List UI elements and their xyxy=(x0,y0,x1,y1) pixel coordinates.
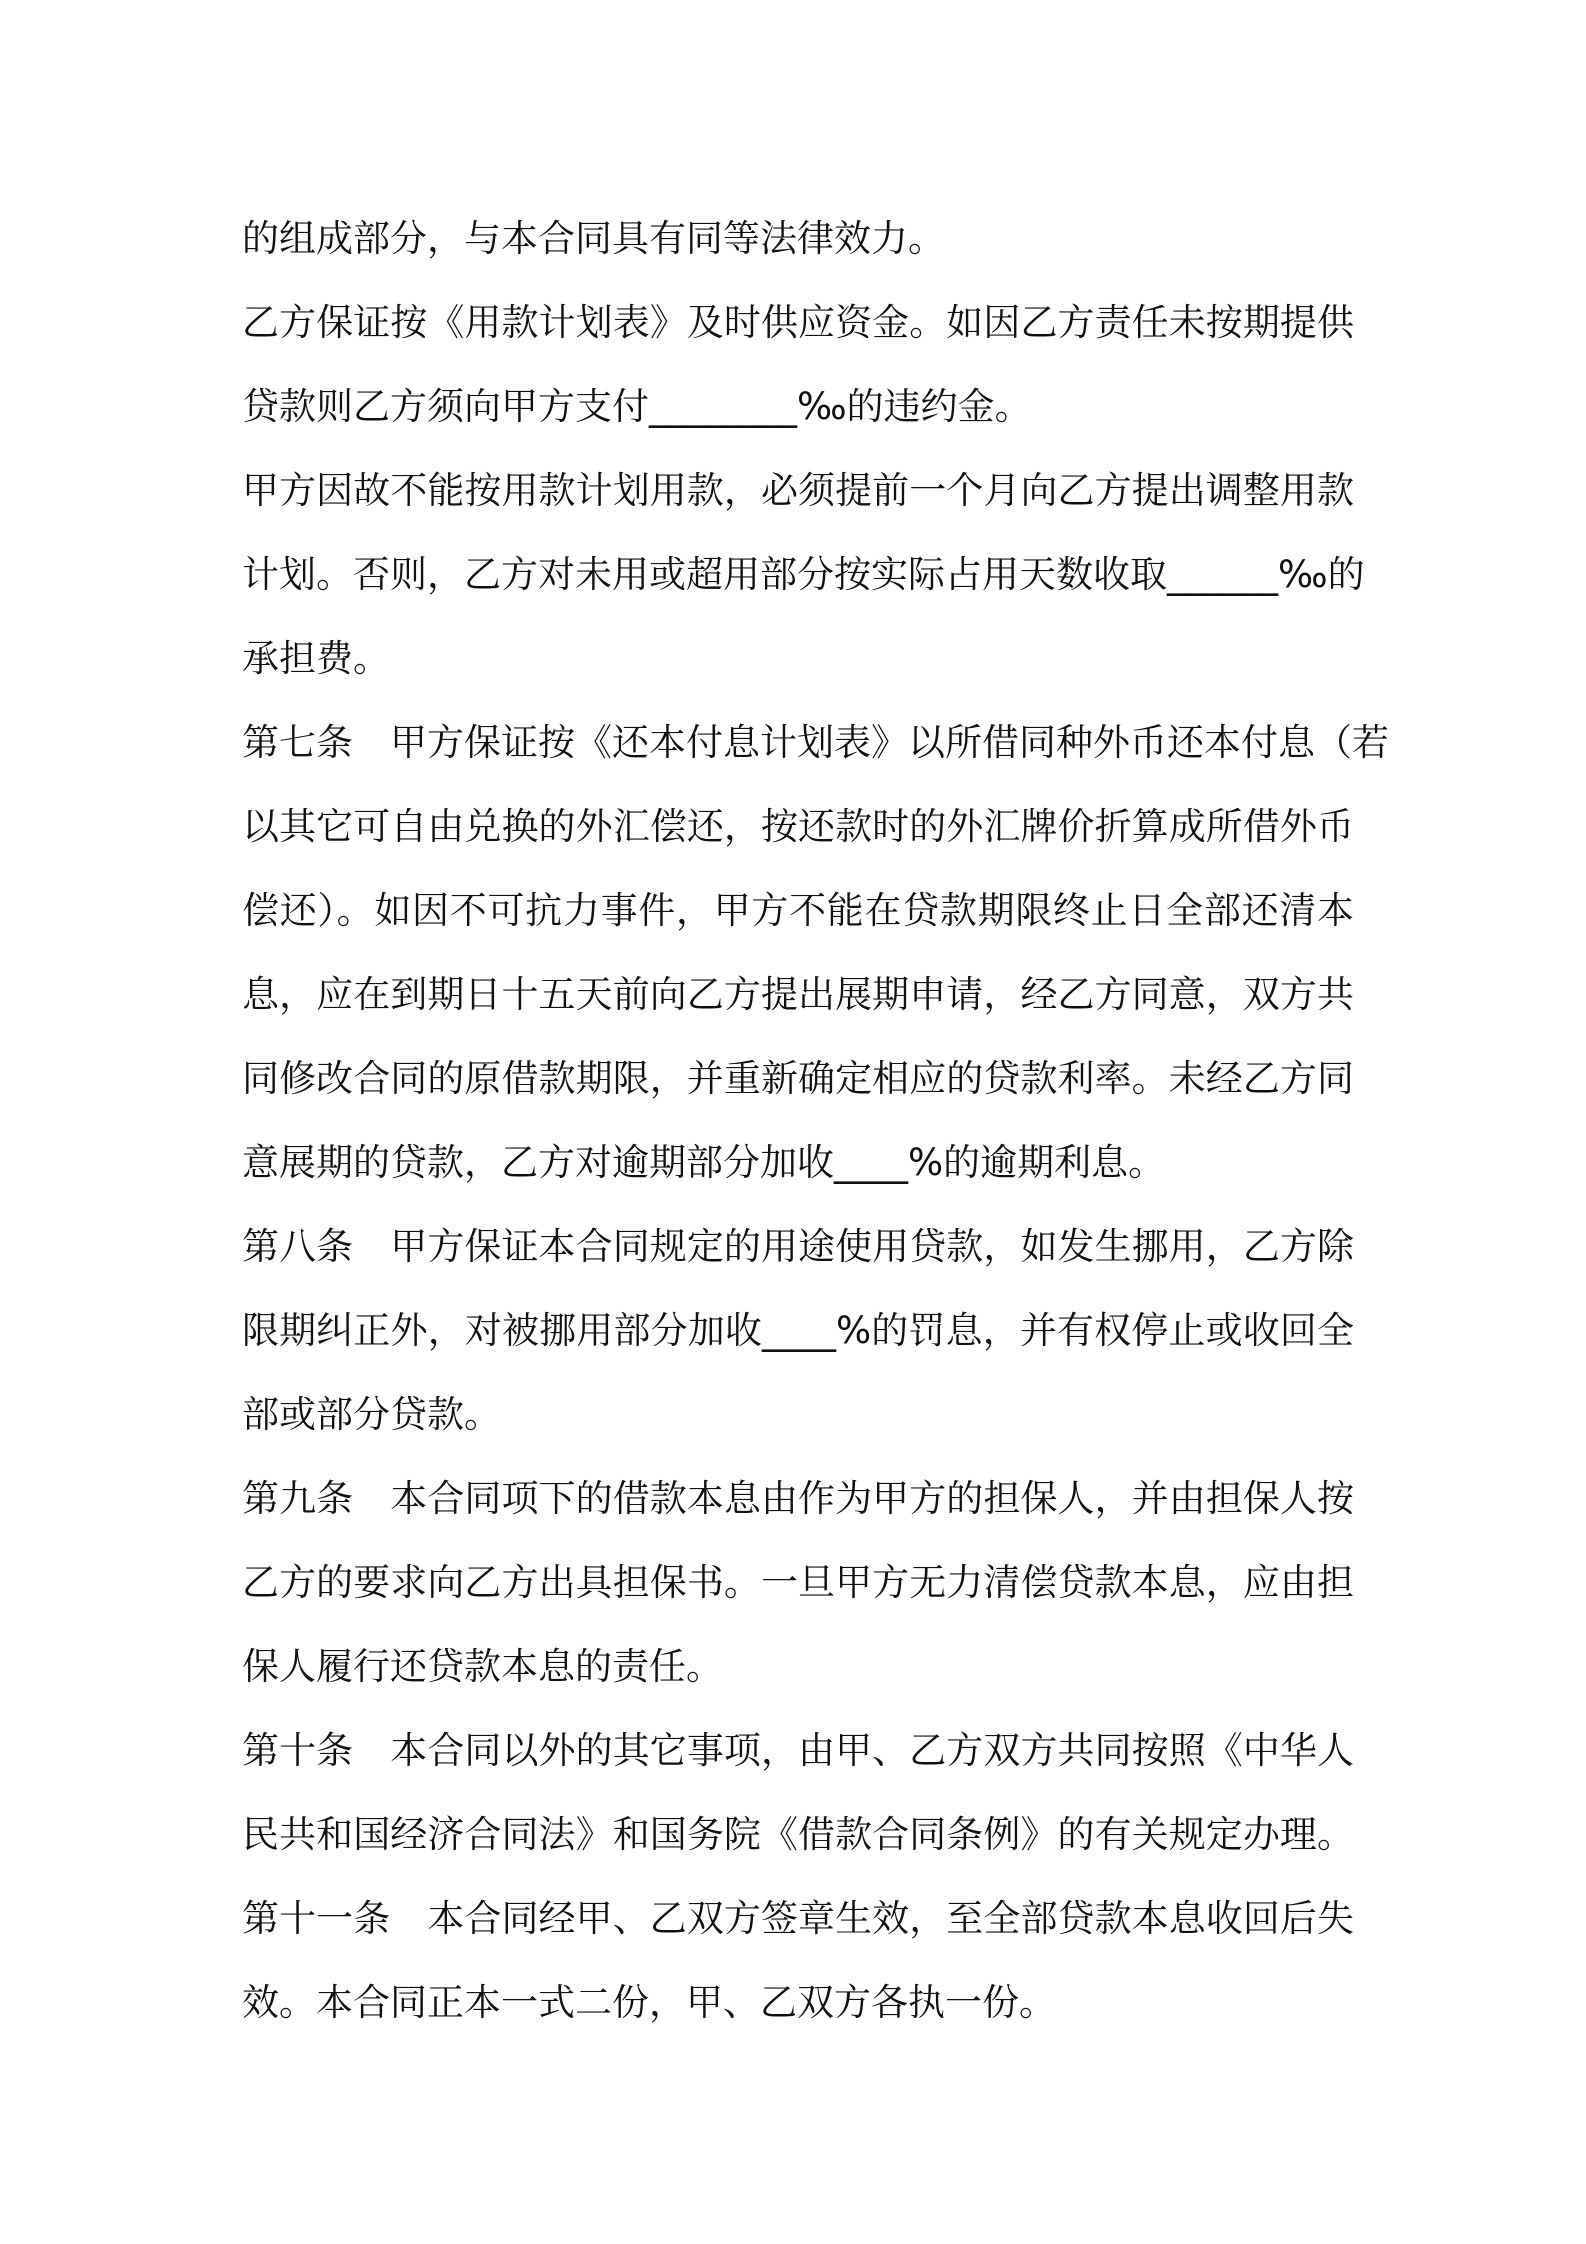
text-line: 限期纠正外，对被挪用部分加收____%的罚息，并有权停止或收回全 xyxy=(242,1309,1354,1352)
text-line: 的组成部分，与本合同具有同等法律效力。 xyxy=(242,217,945,260)
text-line: 保人履行还贷款本息的责任。 xyxy=(242,1645,723,1688)
document-page xyxy=(242,197,1389,2045)
text-line: 第十一条 本合同经甲、乙双方签章生效，至全部贷款本息收回后失 xyxy=(242,1897,1354,1940)
text-line: 意展期的贷款，乙方对逾期部分加收____%的逾期利息。 xyxy=(242,1141,1166,1184)
text-line: 民共和国经济合同法》和国务院《借款合同条例》的有关规定办理。 xyxy=(242,1813,1354,1856)
text-line: 同修改合同的原借款期限，并重新确定相应的贷款利率。未经乙方同 xyxy=(242,1057,1354,1100)
text-line: 乙方的要求向乙方出具担保书。一旦甲方无力清偿贷款本息，应由担 xyxy=(242,1561,1354,1604)
text-line: 承担费。 xyxy=(242,637,390,680)
text-line: 甲方因故不能按用款计划用款，必须提前一个月向乙方提出调整用款 xyxy=(242,469,1354,512)
text-line: 以其它可自由兑换的外汇偿还，按还款时的外汇牌价折算成所借外币 xyxy=(242,805,1354,848)
text-line: 贷款则乙方须向甲方支付________‰的违约金。 xyxy=(242,385,1032,428)
text-line: 息，应在到期日十五天前向乙方提出展期申请，经乙方同意，双方共 xyxy=(242,973,1354,1016)
text-line: 第八条 甲方保证本合同规定的用途使用贷款，如发生挪用，乙方除 xyxy=(242,1225,1354,1268)
text-line: 乙方保证按《用款计划表》及时供应资金。如因乙方责任未按期提供 xyxy=(242,301,1354,344)
text-line: 偿还）。如因不可抗力事件，甲方不能在贷款期限终止日全部还清本 xyxy=(242,889,1354,932)
text-line: 第十条 本合同以外的其它事项，由甲、乙方双方共同按照《中华人 xyxy=(242,1729,1354,1772)
text-line: 第七条 甲方保证按《还本付息计划表》以所借同种外币还本付息（若 xyxy=(242,721,1389,764)
text-line: 计划。否则，乙方对未用或超用部分按实际占用天数收取______‰的 xyxy=(242,553,1365,596)
text-line: 效。本合同正本一式二份，甲、乙双方各执一份。 xyxy=(242,1981,1056,2024)
text-line: 部或部分贷款。 xyxy=(242,1393,501,1436)
text-line: 第九条 本合同项下的借款本息由作为甲方的担保人，并由担保人按 xyxy=(242,1477,1354,1520)
